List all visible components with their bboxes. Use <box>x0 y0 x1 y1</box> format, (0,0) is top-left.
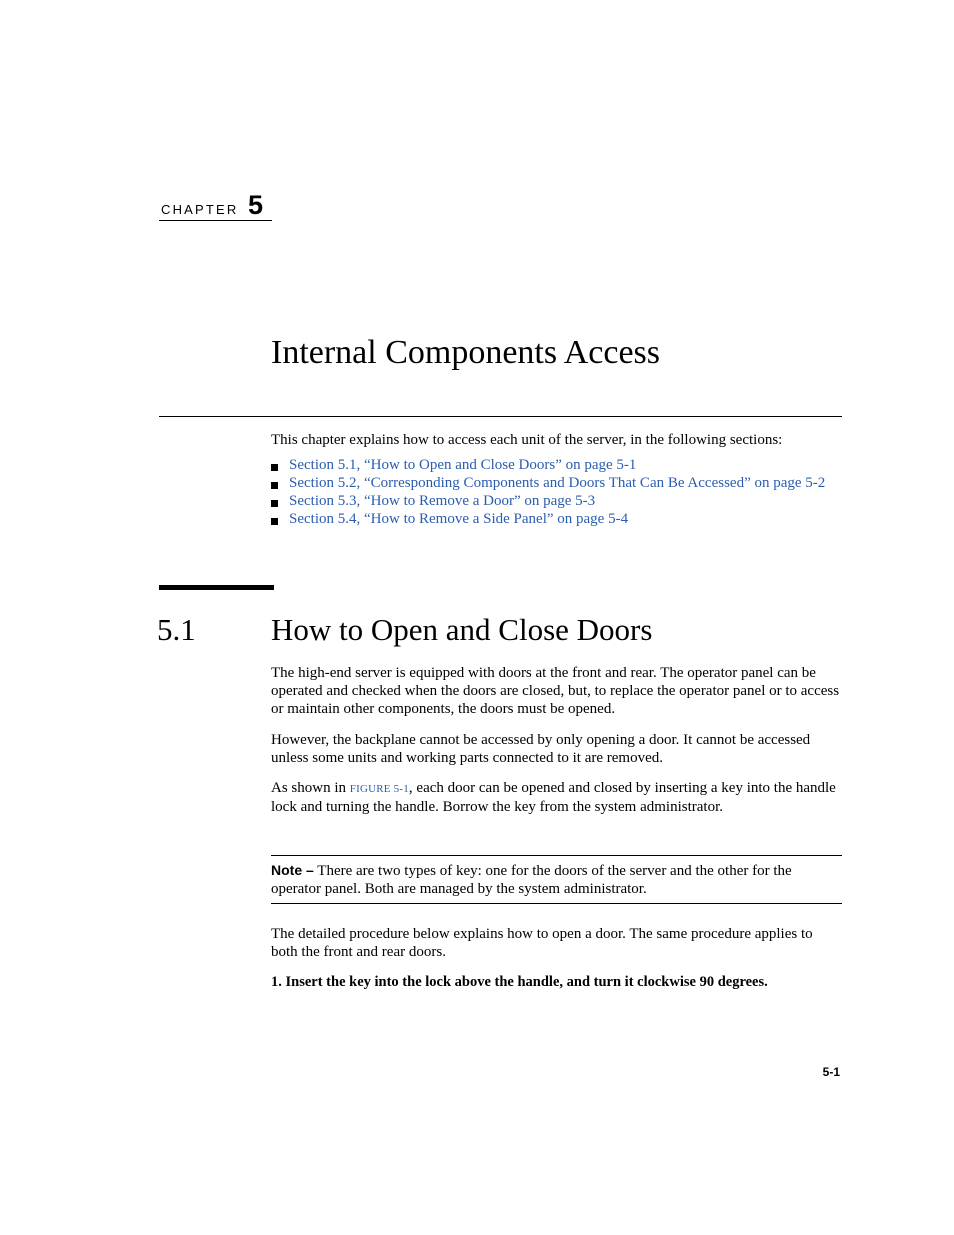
section-link-5-1[interactable]: Section 5.1, “How to Open and Close Doors” on page 5-1 <box>289 457 637 473</box>
bullet-icon <box>271 500 278 507</box>
section-link-5-2[interactable]: Section 5.2, “Corresponding Components and Doors That Can Be Accessed” on page 5-2 <box>289 475 826 491</box>
chapter-title: Internal Components Access <box>271 334 661 371</box>
note-body: There are two types of key: one for the doors of the server and the other for the operator panel. Both are managed by the system administrator. <box>271 863 792 897</box>
key-paragraph-start: As shown in <box>271 780 350 796</box>
chapter-number: 5 <box>248 190 264 220</box>
doors-paragraph: The high-end server is equipped with doors at the front and rear. The operator panel can be operated and checked when the doors are closed, but, to replace the operator panel or to access or maintain other components, the doors must be opened. <box>271 665 840 717</box>
bullet-icon <box>271 482 278 489</box>
section-link-list <box>271 456 842 528</box>
section-link-5-3[interactable]: Section 5.3, “How to Remove a Door” on page 5-3 <box>289 493 596 509</box>
list-item <box>271 492 842 510</box>
bullet-icon <box>271 518 278 525</box>
list-item <box>271 456 842 474</box>
backplane-paragraph: However, the backplane cannot be accessed by only opening a door. It cannot be accessed unless some units and working parts connected to it are removed. <box>271 732 811 766</box>
chapter-label: CHAPTER <box>161 202 239 217</box>
key-paragraph <box>271 779 842 816</box>
bullet-icon <box>271 464 278 471</box>
section-divider <box>159 585 274 590</box>
note-text <box>271 861 842 898</box>
figure-link[interactable]: FIGURE 5-1 <box>349 783 409 795</box>
note-label: Note – <box>271 862 314 878</box>
section-title: How to Open and Close Doors <box>271 612 653 647</box>
section-link-5-4[interactable]: Section 5.4, “How to Remove a Side Panel” on page 5-4 <box>289 511 629 527</box>
chapter-header <box>159 192 272 221</box>
page-number: 5-1 <box>822 1065 840 1079</box>
note-box <box>271 855 842 904</box>
list-item <box>271 510 842 528</box>
intro-paragraph: This chapter explains how to access each unit of the server, in the following sections: <box>271 432 783 448</box>
title-divider <box>159 416 842 417</box>
step-1: 1. Insert the key into the lock above the handle, and turn it clockwise 90 degrees. <box>271 974 768 990</box>
list-item <box>271 474 842 492</box>
procedure-paragraph: The detailed procedure below explains how to open a door. The same procedure applies to both the front and rear doors. <box>271 926 813 960</box>
section-number: 5.1 <box>157 612 196 647</box>
key-paragraph-end: , each door can be opened and closed by inserting a key into the handle lock and turning the handle. Borrow the key from the system administrator. <box>271 780 836 815</box>
